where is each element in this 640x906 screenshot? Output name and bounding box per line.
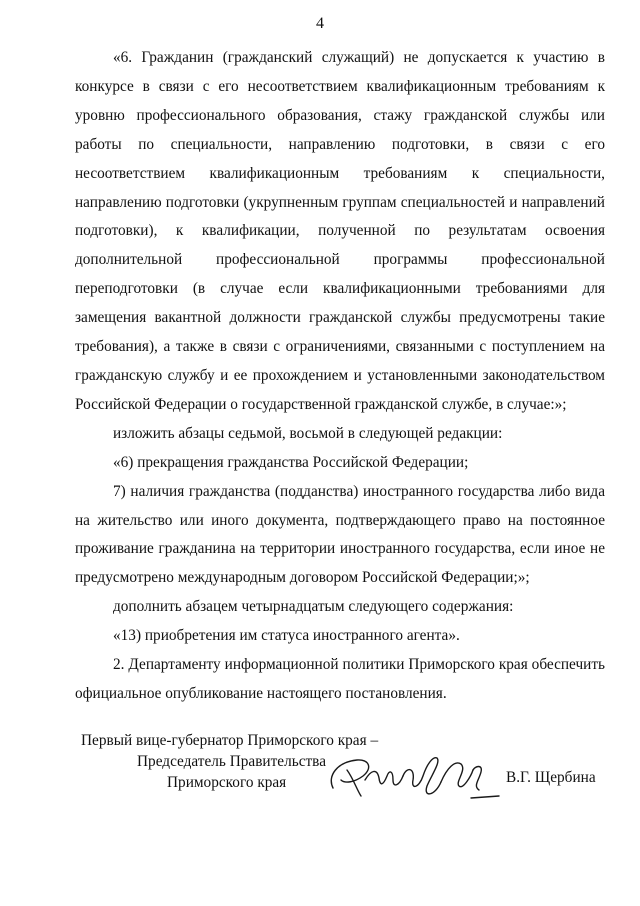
handwritten-signature bbox=[323, 746, 503, 806]
paragraph-amend-instruction: изложить абзацы седьмой, восьмой в следующей редакции: bbox=[113, 424, 503, 442]
document-body bbox=[75, 44, 605, 709]
paragraph-add-instruction: дополнить абзацем четырнадцатым следующего содержания: bbox=[113, 598, 514, 616]
paragraph-item-6: «6) прекращения гражданства Российской Федерации; bbox=[113, 453, 469, 471]
signatory-title-line-2: Председатель Правительства bbox=[137, 753, 326, 770]
signatory-title-line-3: Приморского края bbox=[167, 774, 287, 791]
signatory-name: В.Г. Щербина bbox=[506, 769, 596, 786]
paragraph-item-13: «13) приобретения им статуса иностранного агента». bbox=[113, 627, 460, 645]
signature-block bbox=[0, 730, 640, 810]
paragraph-competition-requirements: «6. Гражданин (гражданский служащий) не допускается к участию в конкурсе в связи с его несоответствием квалификационным требованиям к уровню профессионального образования, стажу гражданской службы или работы по специальности, направлению подготовки, в связи с его несоответствием квалификационным требованиям к специальности, направлению подготовки (укрупненным группам специальностей и направлений подготовки), к квалификации, полученной по результатам освоения дополнительной профессиональной программы профессиональной переподготовки (в случае если квалификационными требованиями для замещения вакантной должности гражданской службы предусмотрены такие требования), а также в связи с ограничениями, связанными с поступлением на гражданскую службу и ее прохождением и установленными законодательством Российской Федерации о государственной гражданской службе, в случае:»; bbox=[75, 49, 605, 413]
paragraph-publication: 2. Департаменту информационной политики Приморского края обеспечить официальное опубликование настоящего постановления. bbox=[75, 656, 605, 702]
signatory-title-line-1: Первый вице-губернатор Приморского края – bbox=[81, 732, 379, 749]
paragraph-item-7: 7) наличия гражданства (подданства) иностранного государства либо вида на жительство или иного документа, подтверждающего право на постоянное проживание гражданина на территории иностранного государства, если иное не предусмотрено международным договором Российской Федерации;»; bbox=[75, 482, 605, 587]
page-number: 4 bbox=[316, 15, 324, 32]
